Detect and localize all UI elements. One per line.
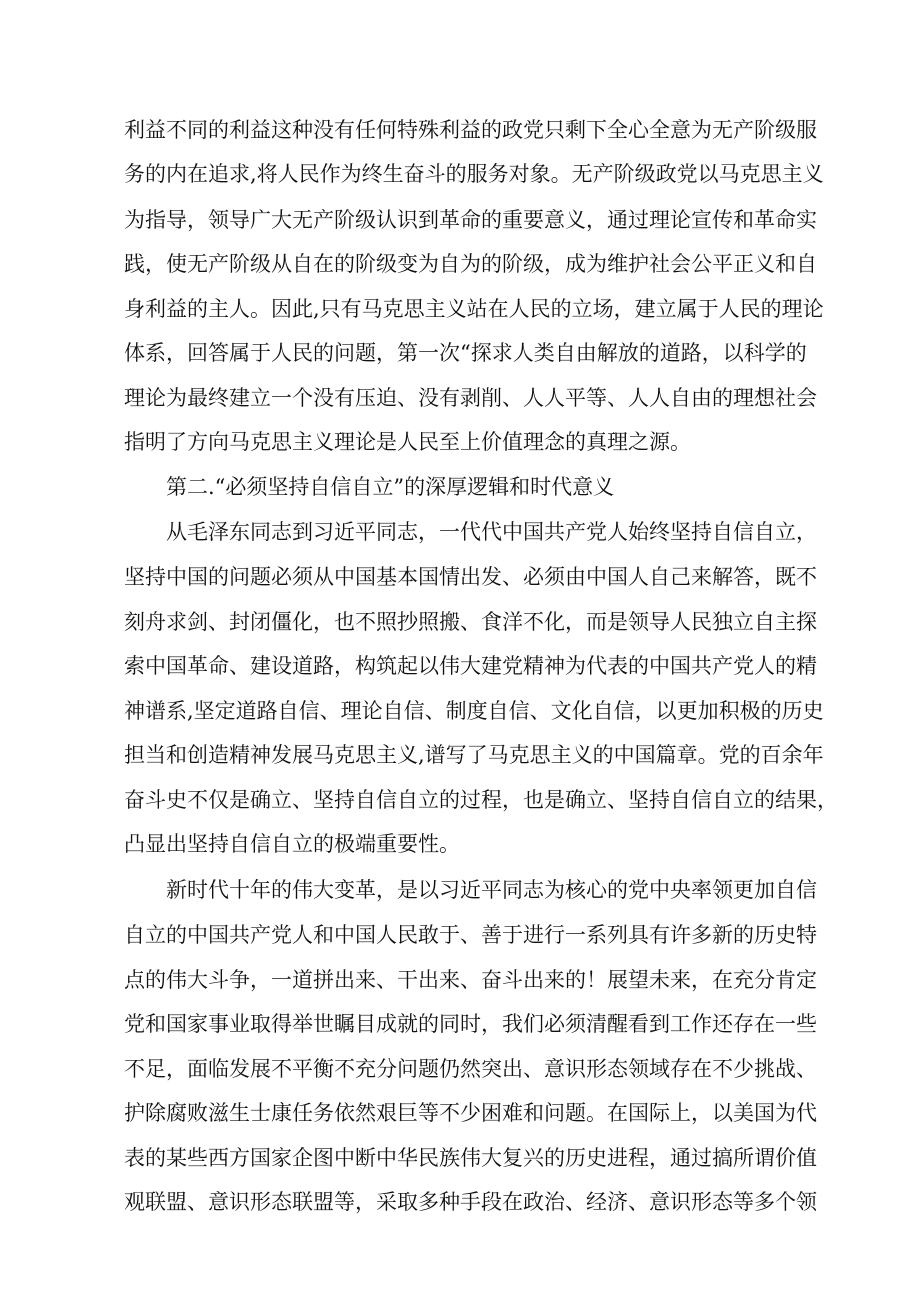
paragraph-3-line-8: 观联盟、意识形态联盟等，采取多种手段在政治、经济、意识形态等多个领 bbox=[124, 1190, 817, 1214]
paragraph-3-line-5: 不足，面临发展不平衡不充分问题仍然突出、意识形态领域存在不少挑战、 bbox=[124, 1057, 817, 1081]
paragraph-2-line-5: 神谱系,坚定道路自信、理论自信、制度自信、文化自信，以更加积极的历史 bbox=[124, 699, 824, 723]
paragraph-3-line-3: 点的伟大斗争，一道拼出来、干出来、奋斗出来的！展望未来，在充分肯定 bbox=[124, 968, 817, 992]
paragraph-2-line-8: 凸显出坚持自信自立的极端重要性。 bbox=[124, 832, 460, 856]
paragraph-2-line-7: 奋斗史不仅是确立、坚持自信自立的过程，也是确立、坚持自信自立的结果， bbox=[124, 788, 838, 812]
paragraph-1-line-2: 务的内在追求,将人民作为终生奋斗的服务对象。无产阶级政党以马克思主义 bbox=[124, 162, 824, 186]
paragraph-1-line-4: 践，使无产阶级从自在的阶级变为自为的阶级，成为维护社会公平正义和自 bbox=[124, 252, 817, 276]
paragraph-1-line-5: 身利益的主人。因此,只有马克思主义站在人民的立场，建立属于人民的理论 bbox=[124, 297, 824, 321]
section-heading: 第二.“必须坚持自信自立”的深厚逻辑和时代意义 bbox=[166, 475, 615, 499]
paragraph-3-line-2: 自立的中国共产党人和中国人民敢于、善于进行一系列具有许多新的历史特 bbox=[124, 923, 817, 947]
paragraph-2-line-4: 索中国革命、建设道路，构筑起以伟大建党精神为代表的中国共产党人的精 bbox=[124, 654, 817, 678]
paragraph-2-line-1: 从毛泽东同志到习近平同志，一代代中国共产党人始终坚持自信自立， bbox=[166, 520, 817, 544]
paragraph-1-line-1: 利益不同的利益这种没有任何特殊利益的政党只剩下全心全意为无产阶级服 bbox=[124, 118, 817, 142]
paragraph-1-line-7: 理论为最终建立一个没有压迫、没有剥削、人人平等、人人自由的理想社会 bbox=[124, 386, 817, 410]
paragraph-3-line-1: 新时代十年的伟大变革，是以习近平同志为核心的党中央率领更加自信 bbox=[166, 878, 817, 902]
paragraph-3-line-4: 党和国家事业取得举世瞩目成就的同时，我们必须清醒看到工作还存在一些 bbox=[124, 1012, 817, 1036]
paragraph-1-line-3: 为指导，领导广大无产阶级认识到革命的重要意义，通过理论宣传和革命实 bbox=[124, 208, 817, 232]
paragraph-2-line-6: 担当和创造精神发展马克思主义,谱写了马克思主义的中国篇章。党的百余年 bbox=[124, 743, 824, 767]
paragraph-3-line-6: 护除腐败滋生士康任务依然艰巨等不少困难和问题。在国际上，以美国为代 bbox=[124, 1101, 817, 1125]
paragraph-2-line-3: 刻舟求剑、封闭僵化，也不照抄照搬、食洋不化，而是领导人民独立自主探 bbox=[124, 610, 817, 634]
paragraph-1-line-6: 体系，回答属于人民的问题，第一次“探求人类自由解放的道路，以科学的 bbox=[124, 341, 807, 365]
paragraph-1-line-8: 指明了方向马克思主义理论是人民至上价值理念的真理之源。 bbox=[124, 430, 691, 454]
paragraph-2-line-2: 坚持中国的问题必须从中国基本国情出发、必须由中国人自己来解答，既不 bbox=[124, 565, 817, 589]
paragraph-3-line-7: 表的某些西方国家企图中断中华民族伟大复兴的历史进程，通过搞所谓价值 bbox=[124, 1146, 817, 1170]
